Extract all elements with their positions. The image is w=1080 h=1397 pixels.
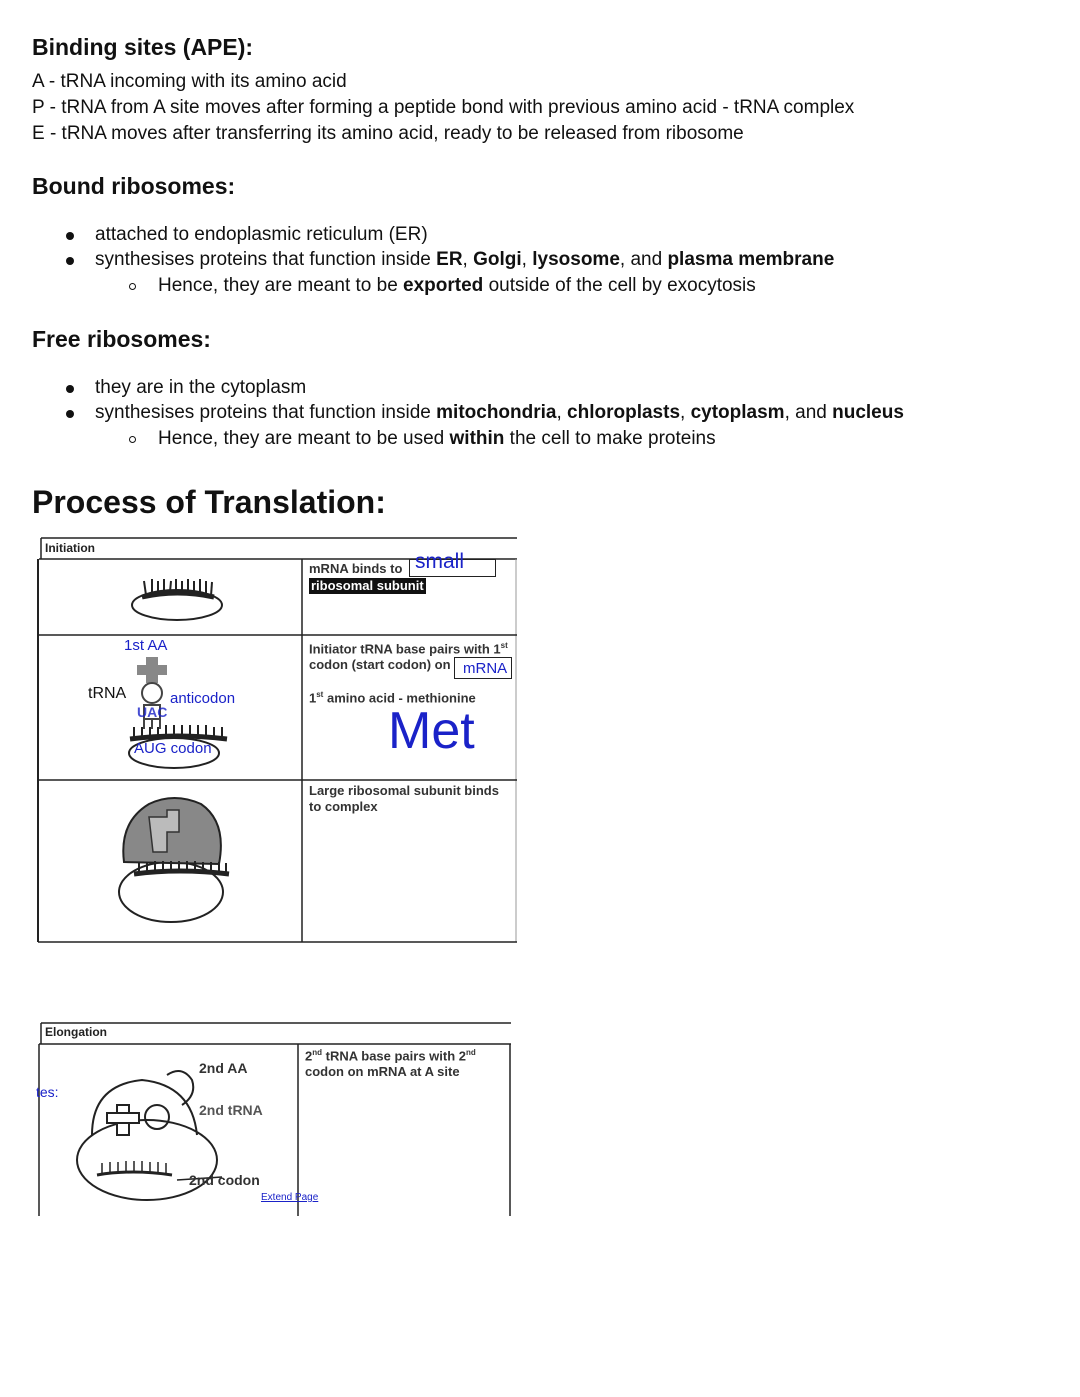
- text: tRNA base pairs with 2: [322, 1048, 467, 1064]
- superscript: st: [316, 690, 324, 699]
- label-2nd-aa: 2nd AA: [199, 1060, 248, 1076]
- text: synthesises proteins that function inside: [95, 402, 437, 423]
- term-chloroplasts: chloroplasts: [567, 402, 681, 423]
- extend-page-link[interactable]: Extend Page: [261, 1192, 319, 1203]
- text: ,: [521, 249, 533, 270]
- bound-sub-bullet: [158, 275, 756, 297]
- free-sub-bullet: [158, 428, 716, 450]
- free-bullet-2: [95, 402, 904, 424]
- sub-bullet-ring: [129, 436, 136, 443]
- term-plasma-membrane: plasma membrane: [667, 249, 835, 270]
- term-golgi: Golgi: [473, 249, 522, 270]
- mrna-handwriting: mRNA: [463, 660, 508, 677]
- text: codon on mRNA at A site: [305, 1064, 460, 1080]
- binding-line-p: P - tRNA from A site moves after forming a peptide bond with previous amino acid - tRNA complex: [32, 97, 855, 118]
- side-note-fragment: tes:: [36, 1084, 59, 1100]
- elongation-table: [37, 1020, 513, 1216]
- bullet-dot: [66, 410, 74, 418]
- text: , and: [619, 249, 668, 270]
- term-lysosome: lysosome: [532, 249, 620, 270]
- ribosomal-subunit-box: ribosomal subunit: [311, 578, 424, 593]
- text: , and: [784, 402, 833, 423]
- text: amino acid - methionine: [323, 690, 476, 706]
- term-cytoplasm: cytoplasm: [690, 402, 785, 423]
- label-anticodon: anticodon: [170, 690, 236, 707]
- bullet-dot: [66, 385, 74, 393]
- small-handwriting: small: [415, 550, 465, 573]
- term-exported: exported: [403, 275, 484, 296]
- initiation-label: Initiation: [45, 541, 95, 555]
- bound-heading: Bound ribosomes:: [32, 173, 236, 199]
- term-within: within: [449, 428, 505, 449]
- text: Hence, they are meant to be used: [158, 428, 450, 449]
- text: the cell to make proteins: [504, 428, 716, 449]
- label-aug-codon: AUG codon: [134, 740, 212, 757]
- text: outside of the cell by exocytosis: [483, 275, 756, 296]
- text: ,: [680, 402, 691, 423]
- term-mitochondria: mitochondria: [436, 402, 557, 423]
- label-trna: tRNA: [88, 685, 127, 702]
- label-2nd-codon: 2nd codon: [189, 1172, 260, 1188]
- text: synthesises proteins that function inside: [95, 249, 437, 270]
- free-bullet-1: they are in the cytoplasm: [95, 377, 307, 398]
- text: ,: [556, 402, 568, 423]
- elongation-label: Elongation: [45, 1025, 107, 1039]
- bullet-dot: [66, 232, 74, 240]
- superscript: nd: [312, 1048, 323, 1057]
- label-1st-aa: 1st AA: [124, 637, 168, 654]
- bullet-dot: [66, 257, 74, 265]
- binding-heading: Binding sites (APE):: [32, 34, 254, 60]
- ribosome-complex-diagram: [109, 792, 249, 932]
- text: ,: [462, 249, 474, 270]
- sub-bullet-ring: [129, 283, 136, 290]
- elongation-text: [305, 1045, 505, 1080]
- met-handwriting: Met: [388, 702, 475, 760]
- text: mRNA binds to: [309, 561, 403, 576]
- text: 1: [309, 690, 317, 706]
- bound-bullet-2: [95, 249, 834, 271]
- term-nucleus: nucleus: [832, 402, 904, 423]
- free-heading: Free ribosomes:: [32, 326, 211, 352]
- text: 2: [305, 1048, 313, 1064]
- label-2nd-trna: 2nd tRNA: [199, 1102, 263, 1118]
- row3-text: Large ribosomal subunit binds to complex: [309, 783, 499, 814]
- superscript: st: [500, 641, 508, 650]
- bound-bullet-1: attached to endoplasmic reticulum (ER): [95, 224, 428, 245]
- term-er: ER: [436, 249, 463, 270]
- initiation-table: [37, 537, 519, 943]
- translation-heading: Process of Translation:: [32, 484, 386, 520]
- text: codon (start codon) on: [309, 657, 451, 673]
- text: Initiator tRNA base pairs with 1: [309, 641, 501, 657]
- superscript: nd: [466, 1048, 476, 1057]
- label-uac: UAC: [137, 704, 168, 720]
- small-subunit-diagram: [122, 567, 242, 637]
- binding-line-e: E - tRNA moves after transferring its amino acid, ready to be released from ribosome: [32, 123, 744, 144]
- text: Hence, they are meant to be: [158, 275, 404, 296]
- elongation-diagram: [72, 1065, 252, 1215]
- binding-line-a: A - tRNA incoming with its amino acid: [32, 71, 347, 92]
